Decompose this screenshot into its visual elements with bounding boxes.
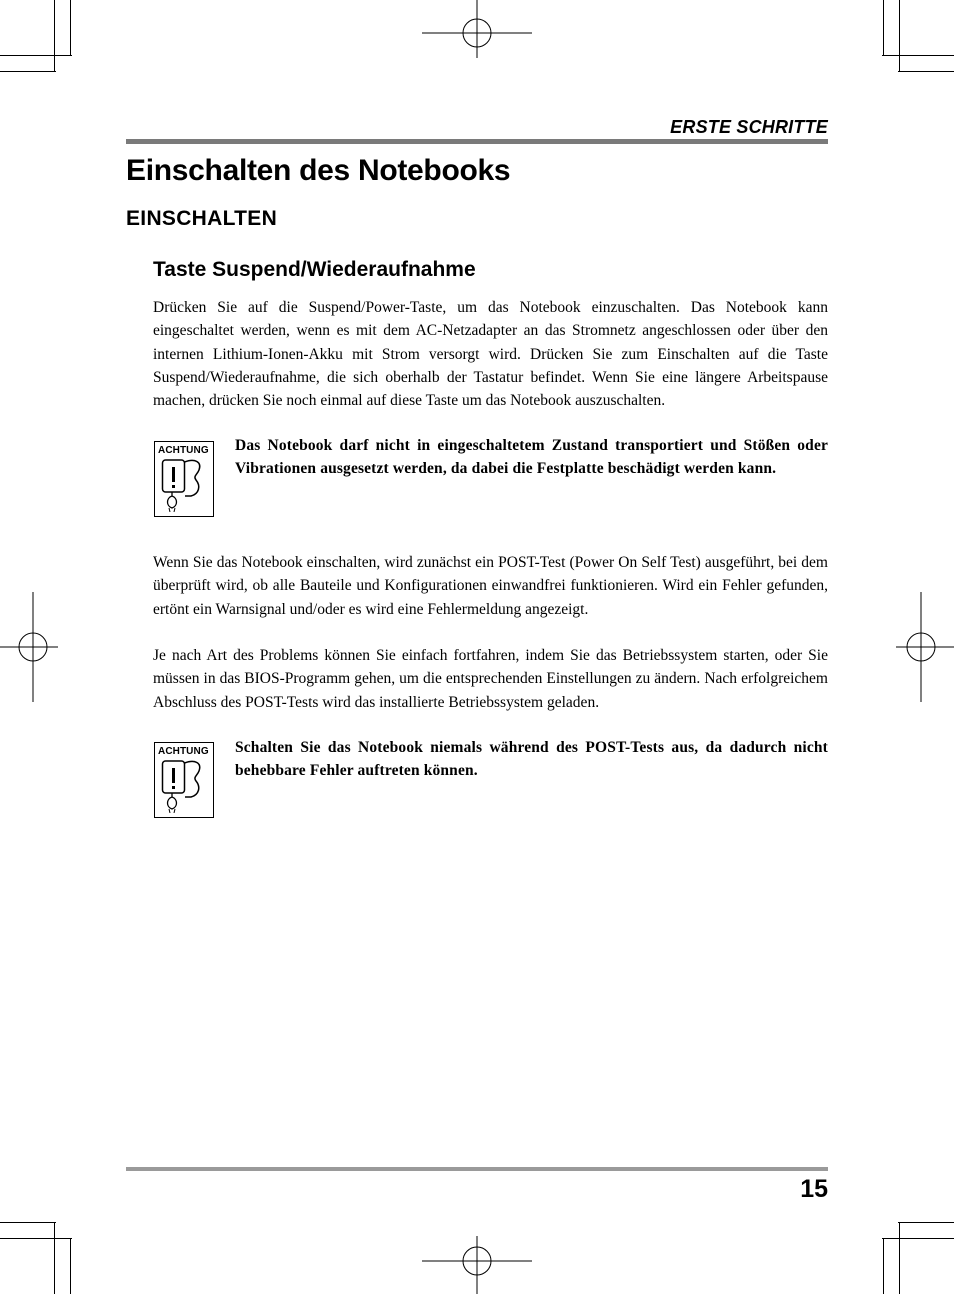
- warning-label: ACHTUNG: [158, 445, 209, 456]
- warning-label: ACHTUNG: [158, 746, 209, 757]
- crop-mark: [54, 1222, 55, 1294]
- crop-mark: [882, 1238, 954, 1239]
- crop-mark: [0, 1238, 72, 1239]
- footer-rule: [126, 1167, 828, 1171]
- crop-mark: [899, 0, 900, 72]
- body-paragraph: Drücken Sie auf die Suspend/Power-Taste, um das Notebook einzuschalten. Das Notebook kann eingeschaltet werden, wenn es mit dem AC-Netzadapter an das Stromnetz angeschlossen oder über den internen Lithium-Ionen-Akku mit Strom versorgt wird. Drücken Sie zum Einschalten auf die Taste Suspend/Wiederaufnahme, die sich oberhalb der Tastatur befindet. Wenn Sie eine längere Arbeitspause machen, drücken Sie noch einmal auf diese Taste um das Notebook auszuschalten.: [153, 299, 828, 410]
- section-heading: EINSCHALTEN: [126, 207, 278, 230]
- registration-mark-right: [894, 590, 954, 704]
- registration-mark-top: [420, 0, 534, 60]
- crop-mark: [0, 71, 56, 72]
- crop-mark: [883, 1238, 884, 1294]
- page-number: 15: [800, 1175, 828, 1203]
- crop-mark: [882, 55, 954, 56]
- crop-mark: [898, 71, 954, 72]
- body-paragraph: Je nach Art des Problems können Sie einfach fortfahren, indem Sie das Betriebssystem starten, oder Sie müssen in das BIOS-Programm gehen, um die entsprechenden Einstellungen zu ändern. Nach erfolgreichem Abschluss des POST-Tests wird das installierte Betriebssystem geladen.: [153, 647, 828, 711]
- warning-hand-exclamation-icon: [161, 759, 207, 813]
- crop-mark: [899, 1222, 900, 1294]
- page-title: Einschalten des Notebooks: [126, 154, 511, 187]
- warning-box: [154, 742, 214, 818]
- sub-heading: Taste Suspend/Wiederaufnahme: [153, 258, 476, 281]
- registration-mark-bottom: [420, 1234, 534, 1294]
- crop-mark: [70, 1238, 71, 1294]
- header-rule: [126, 139, 828, 144]
- running-head: ERSTE SCHRITTE: [670, 117, 828, 137]
- crop-mark: [883, 0, 884, 56]
- warning-text: Das Notebook darf nicht in eingeschaltetem Zustand transportiert und Stößen oder Vibrationen ausgesetzt werden, da dabei die Festplatte beschädigt werden kann.: [235, 437, 828, 478]
- crop-mark: [70, 0, 71, 56]
- crop-mark: [0, 1222, 56, 1223]
- body-paragraph: Wenn Sie das Notebook einschalten, wird zunächst ein POST-Test (Power On Self Test) ausgeführt, bei dem überprüft wird, ob alle Bauteile und Konfigurationen einwandfrei funktionieren. Wird ein Fehler gefunden, ertönt ein Warnsignal und/oder es wird eine Fehlermeldung angezeigt.: [153, 554, 828, 618]
- warning-text: Schalten Sie das Notebook niemals während des POST-Tests aus, da dadurch nicht behebbare Fehler auftreten können.: [235, 739, 828, 780]
- warning-hand-exclamation-icon: [161, 458, 207, 512]
- registration-mark-left: [0, 590, 60, 704]
- crop-mark: [0, 55, 72, 56]
- crop-mark: [898, 1222, 954, 1223]
- warning-box: [154, 441, 214, 517]
- crop-mark: [54, 0, 55, 72]
